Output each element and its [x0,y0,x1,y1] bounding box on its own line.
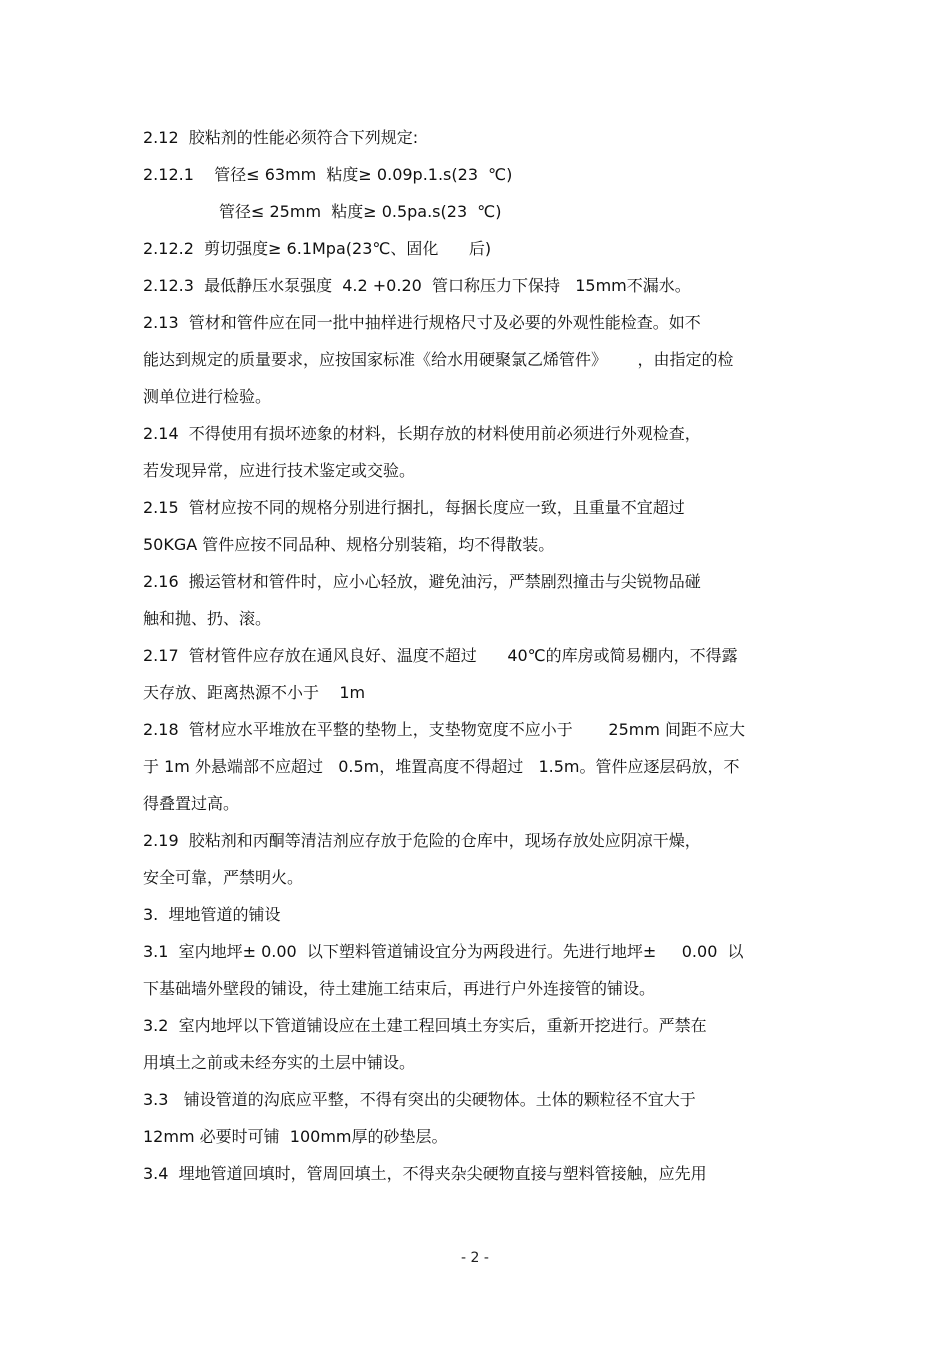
text-line: 2.14 不得使用有损坏迹象的材料，长期存放的材料使用前必须进行外观检查， [143,424,701,443]
text-line: 3.1 室内地坪± 0.00 以下塑料管道铺设宜分为两段进行。先进行地坪± 0.00 以 [143,942,744,961]
text-line: 3.4 埋地管道回填时，管周回填土，不得夹杂尖硬物直接与塑料管接触，应先用 [143,1164,707,1183]
text-line: 2.12.1 管径≤ 63mm 粘度≥ 0.09p.1.s(23 ℃) [143,165,513,184]
text-line: 能达到规定的质量要求，应按国家标准《给水用硬聚氯乙烯管件》 ，由指定的检 [143,350,734,369]
text-line: 下基础墙外壁段的铺设，待土建施工结束后，再进行户外连接管的铺设。 [143,979,656,998]
text-line: 管径≤ 25mm 粘度≥ 0.5pa.s(23 ℃) [219,202,502,221]
document-body [143,119,823,1192]
text-line: 2.18 管材应水平堆放在平整的垫物上，支垫物宽度不应小于 25mm 间距不应大 [143,720,746,739]
text-line: 测单位进行检验。 [143,387,272,406]
text-line: 安全可靠，严禁明火。 [143,868,304,887]
text-line: 触和抛、扔、滚。 [143,609,272,628]
text-line: 50KGA 管件应按不同品种、规格分别装箱，均不得散装。 [143,535,555,554]
text-line: 2.12.3 最低静压水泵强度 4.2 +0.20 管口称压力下保持 15mm不漏水。 [143,276,691,295]
section-heading: 3. 埋地管道的铺设 [143,905,281,924]
text-line: 12mm 必要时可铺 100mm厚的砂垫层。 [143,1127,448,1146]
text-line: 3.2 室内地坪以下管道铺设应在土建工程回填土夯实后，重新开挖进行。严禁在 [143,1016,707,1035]
text-line: 2.19 胶粘剂和丙酮等清洁剂应存放于危险的仓库中，现场存放处应阴凉干燥， [143,831,701,850]
text-line: 得叠置过高。 [143,794,240,813]
text-line: 2.17 管材管件应存放在通风良好、温度不超过 40℃的库房或简易棚内，不得露 [143,646,738,665]
text-line: 天存放、距离热源不小于 1m [143,683,366,702]
text-line: 用填土之前或未经夯实的土层中铺设。 [143,1053,416,1072]
text-line: 于 1m 外悬端部不应超过 0.5m，堆置高度不得超过 1.5m。管件应逐层码放，不 [143,757,740,776]
text-line: 2.13 管材和管件应在同一批中抽样进行规格尺寸及必要的外观性能检查。如不 [143,313,701,332]
text-line: 2.15 管材应按不同的规格分别进行捆扎，每捆长度应一致，且重量不宜超过 [143,498,685,517]
text-line: 若发现异常，应进行技术鉴定或交验。 [143,461,416,480]
text-line: 2.16 搬运管材和管件时，应小心轻放，避免油污，严禁剧烈撞击与尖锐物品碰 [143,572,701,591]
text-line: 3.3 铺设管道的沟底应平整，不得有突出的尖硬物体。土体的颗粒径不宜大于 [143,1090,696,1109]
page-number: - 2 - [461,1250,489,1266]
text-line: 2.12.2 剪切强度≥ 6.1Mpa(23℃、固化 后) [143,239,492,258]
text-line: 2.12 胶粘剂的性能必须符合下列规定: [143,128,419,147]
